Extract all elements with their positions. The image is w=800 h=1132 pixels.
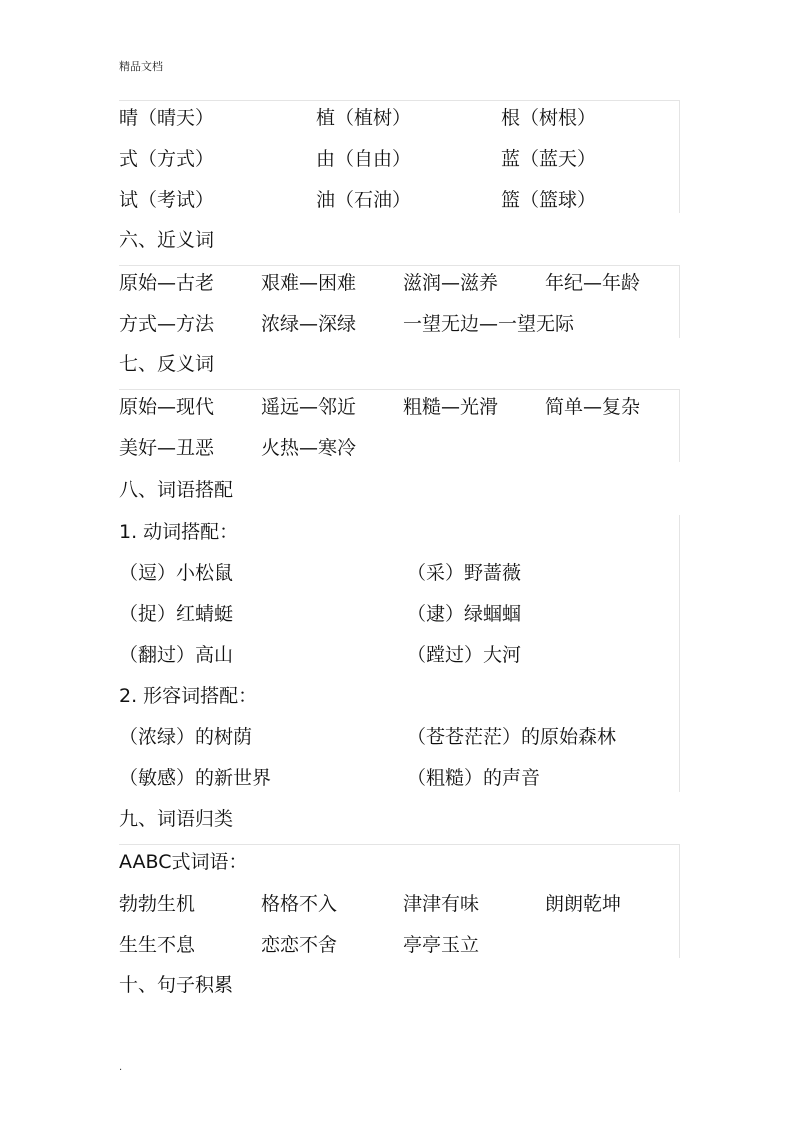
- table-row: [119, 564, 679, 605]
- word-cell: 火热—寒冷: [261, 437, 357, 459]
- word-cell: 方式—方法: [119, 313, 215, 335]
- collocation-heading: 八、词语搭配: [119, 479, 234, 501]
- table-row: [119, 191, 679, 232]
- classify-box: [119, 844, 680, 958]
- antonyms-heading: 七、反义词: [119, 353, 215, 375]
- adj-collocation-title: 2. 形容词搭配：: [119, 685, 258, 707]
- list-item: [119, 523, 679, 564]
- word-cell: 蓝（蓝天）: [501, 148, 597, 170]
- word-cell: （粗糙）的声音: [407, 767, 541, 789]
- table-row: [119, 398, 679, 439]
- word-cell: 遥远—邻近: [261, 396, 357, 418]
- word-cell: 原始—古老: [119, 272, 215, 294]
- word-cell: 年纪—年龄: [545, 272, 641, 294]
- synonyms-box: [119, 265, 680, 338]
- word-cell: 一望无边—一望无际: [403, 313, 575, 335]
- verb-collocation-title: 1. 动词搭配：: [119, 521, 239, 543]
- word-cell: 试（考试）: [119, 189, 215, 211]
- list-item: [119, 687, 679, 728]
- word-cell: （逮）绿蝈蝈: [407, 603, 522, 625]
- word-cell: 格格不入: [261, 893, 338, 915]
- table-row: [119, 274, 679, 315]
- footer-mark: .: [119, 1062, 123, 1073]
- table-row: [119, 646, 679, 687]
- word-cell: 原始—现代: [119, 396, 215, 418]
- word-cell: 粗糙—光滑: [403, 396, 499, 418]
- word-cell: （敏感）的新世界: [119, 767, 272, 789]
- table-row: [119, 895, 679, 936]
- table-row: [119, 605, 679, 646]
- word-cell: 浓绿—深绿: [261, 313, 357, 335]
- word-cell: （捉）红蜻蜓: [119, 603, 234, 625]
- table-row: [119, 728, 679, 769]
- word-cell: 艰难—困难: [261, 272, 357, 294]
- word-cell: 滋润—滋养: [403, 272, 499, 294]
- word-cell: 篮（篮球）: [501, 189, 597, 211]
- classify-heading: 九、词语归类: [119, 808, 234, 830]
- word-cell: （采）野蔷薇: [407, 562, 522, 584]
- word-cell: 津津有味: [403, 893, 480, 915]
- word-cell: （逗）小松鼠: [119, 562, 234, 584]
- word-cell: 生生不息: [119, 934, 196, 956]
- sentences-heading: 十、句子积累: [119, 974, 234, 996]
- word-cell: 晴（晴天）: [119, 107, 215, 129]
- word-cell: 植（植树）: [316, 107, 412, 129]
- word-cell: （浓绿）的树荫: [119, 726, 253, 748]
- table-row: [119, 439, 679, 480]
- char-words-box: [119, 100, 680, 213]
- table-row: [119, 769, 679, 810]
- antonyms-box: [119, 389, 680, 462]
- word-cell: （翻过）高山: [119, 644, 234, 666]
- word-cell: （蹚过）大河: [407, 644, 522, 666]
- table-row: [119, 315, 679, 356]
- list-item: [119, 853, 679, 894]
- word-cell: 根（树根）: [501, 107, 597, 129]
- document-header: 精品文档: [119, 60, 163, 73]
- table-row: [119, 109, 679, 150]
- word-cell: 由（自由）: [316, 148, 412, 170]
- table-row: [119, 936, 679, 977]
- word-cell: 美好—丑恶: [119, 437, 215, 459]
- collocation-box: [119, 515, 680, 792]
- word-cell: 恋恋不舍: [261, 934, 338, 956]
- word-cell: 朗朗乾坤: [545, 893, 622, 915]
- word-cell: 亭亭玉立: [403, 934, 480, 956]
- word-cell: 式（方式）: [119, 148, 215, 170]
- word-cell: 油（石油）: [316, 189, 412, 211]
- word-cell: 勃勃生机: [119, 893, 196, 915]
- table-row: [119, 150, 679, 191]
- word-cell: 简单—复杂: [545, 396, 641, 418]
- word-cell: （苍苍茫茫）的原始森林: [407, 726, 617, 748]
- aabc-title: AABC式词语：: [119, 851, 248, 873]
- synonyms-heading: 六、近义词: [119, 229, 215, 251]
